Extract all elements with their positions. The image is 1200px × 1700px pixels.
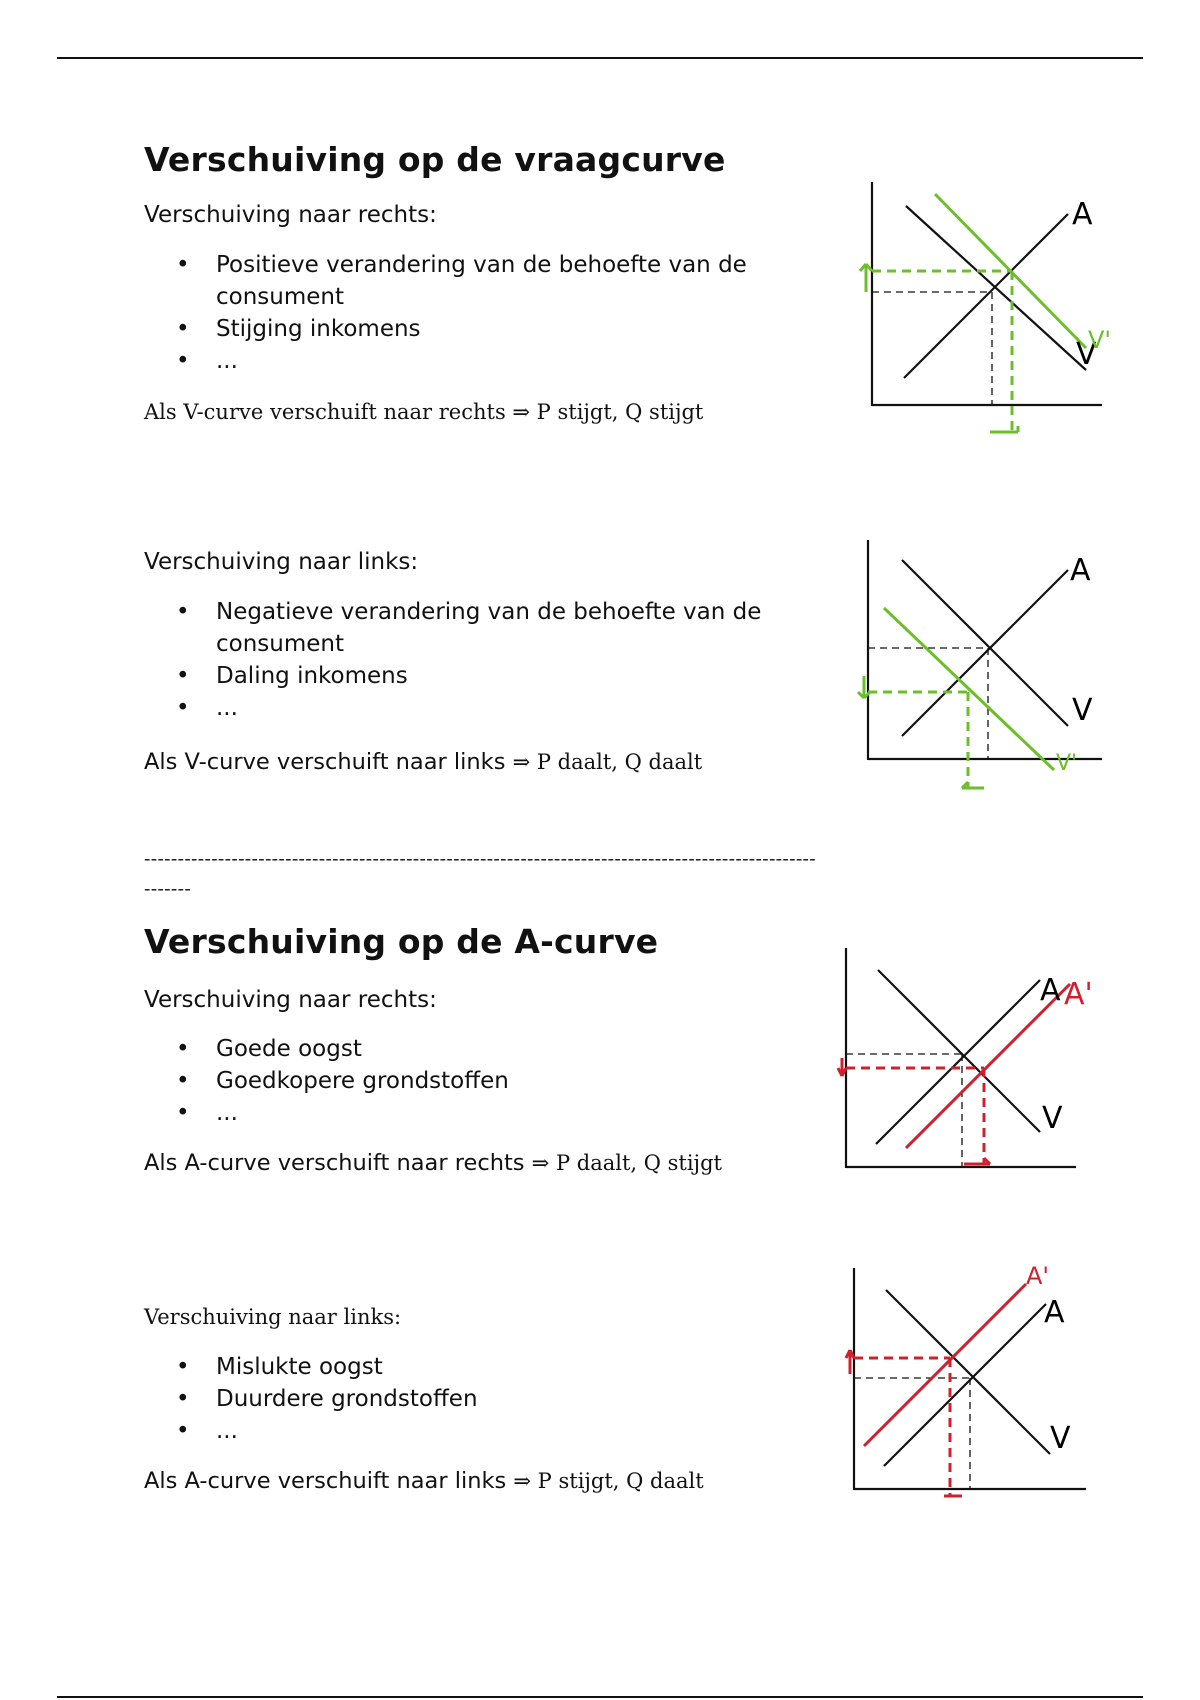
list-item: • Daling inkomens — [144, 660, 804, 692]
section-title-supply: Verschuiving op de A-curve — [144, 922, 659, 961]
bullet-list-supply-right — [144, 1033, 804, 1129]
supply-label: A — [1070, 553, 1091, 588]
demand-curve-V — [886, 1290, 1050, 1454]
demand-curve-V — [906, 206, 1086, 370]
list-item: • Stijging inkomens — [144, 313, 804, 345]
bullet-list-demand-right — [144, 249, 804, 377]
list-item: • ... — [144, 1415, 804, 1447]
conclusion-demand-left: Als V-curve verschuift naar links ⇒ P daalt, Q daalt — [144, 749, 703, 775]
heading-supply-right: Verschuiving naar rechts: — [144, 987, 437, 1013]
demand-label: V — [1050, 1421, 1071, 1456]
section-title-demand: Verschuiving op de vraagcurve — [144, 140, 726, 179]
supply-shift-left-graph — [840, 1250, 1110, 1510]
supply-curve-A — [876, 980, 1040, 1144]
bottom-rule — [57, 1696, 1143, 1698]
new-supply-label: A' — [1026, 1262, 1050, 1290]
separator-line-2: ------- — [144, 878, 192, 900]
supply-curve-A — [904, 214, 1068, 378]
list-item: • Negatieve verandering van de behoefte van de consument — [144, 596, 804, 660]
demand-shift-right-graph — [850, 170, 1120, 450]
heading-demand-right: Verschuiving naar rechts: — [144, 202, 437, 228]
list-item: • Positieve verandering van de behoefte van de consument — [144, 249, 804, 313]
demand-label: V — [1076, 337, 1097, 372]
conclusion-supply-left: Als A-curve verschuift naar links ⇒ P stijgt, Q daalt — [144, 1468, 704, 1494]
top-rule — [57, 57, 1143, 59]
list-item: • Mislukte oogst — [144, 1351, 804, 1383]
supply-curve-A — [884, 1304, 1046, 1466]
demand-label: V — [1072, 693, 1093, 728]
list-item: • Goede oogst — [144, 1033, 804, 1065]
supply-curve-A-prime — [864, 1284, 1026, 1446]
list-item: • ... — [144, 345, 804, 377]
conclusion-supply-right: Als A-curve verschuift naar rechts ⇒ P daalt, Q stijgt — [144, 1150, 722, 1176]
bullet-list-supply-left — [144, 1351, 804, 1447]
list-item: • Duurdere grondstoffen — [144, 1383, 804, 1415]
supply-label: A — [1072, 197, 1093, 232]
list-item: • ... — [144, 692, 804, 724]
heading-supply-left: Verschuiving naar links: — [144, 1305, 402, 1329]
shift-markers — [846, 1284, 1026, 1496]
list-item: • ... — [144, 1097, 804, 1129]
new-demand-label: V' — [1088, 326, 1112, 354]
demand-label: V — [1042, 1101, 1063, 1136]
new-demand-label: V' — [1056, 751, 1078, 776]
bullet-list-demand-left — [144, 596, 804, 724]
supply-shift-right-graph — [830, 940, 1100, 1180]
list-item: • Goedkopere grondstoffen — [144, 1065, 804, 1097]
demand-curve-V — [902, 560, 1068, 726]
shift-markers — [858, 608, 1054, 788]
supply-label: A — [1040, 973, 1061, 1008]
shift-markers — [838, 984, 1070, 1164]
new-supply-label: A' — [1064, 977, 1093, 1012]
supply-label: A — [1044, 1295, 1065, 1330]
demand-shift-left-graph — [850, 530, 1120, 810]
heading-demand-left: Verschuiving naar links: — [144, 549, 419, 575]
supply-curve-A — [902, 570, 1068, 736]
separator-line-1: ---------------------------------------------------------------------------------------------------- — [144, 848, 816, 870]
demand-curve-V — [878, 970, 1040, 1132]
conclusion-demand-right: Als V-curve verschuift naar rechts ⇒ P stijgt, Q stijgt — [144, 400, 704, 424]
